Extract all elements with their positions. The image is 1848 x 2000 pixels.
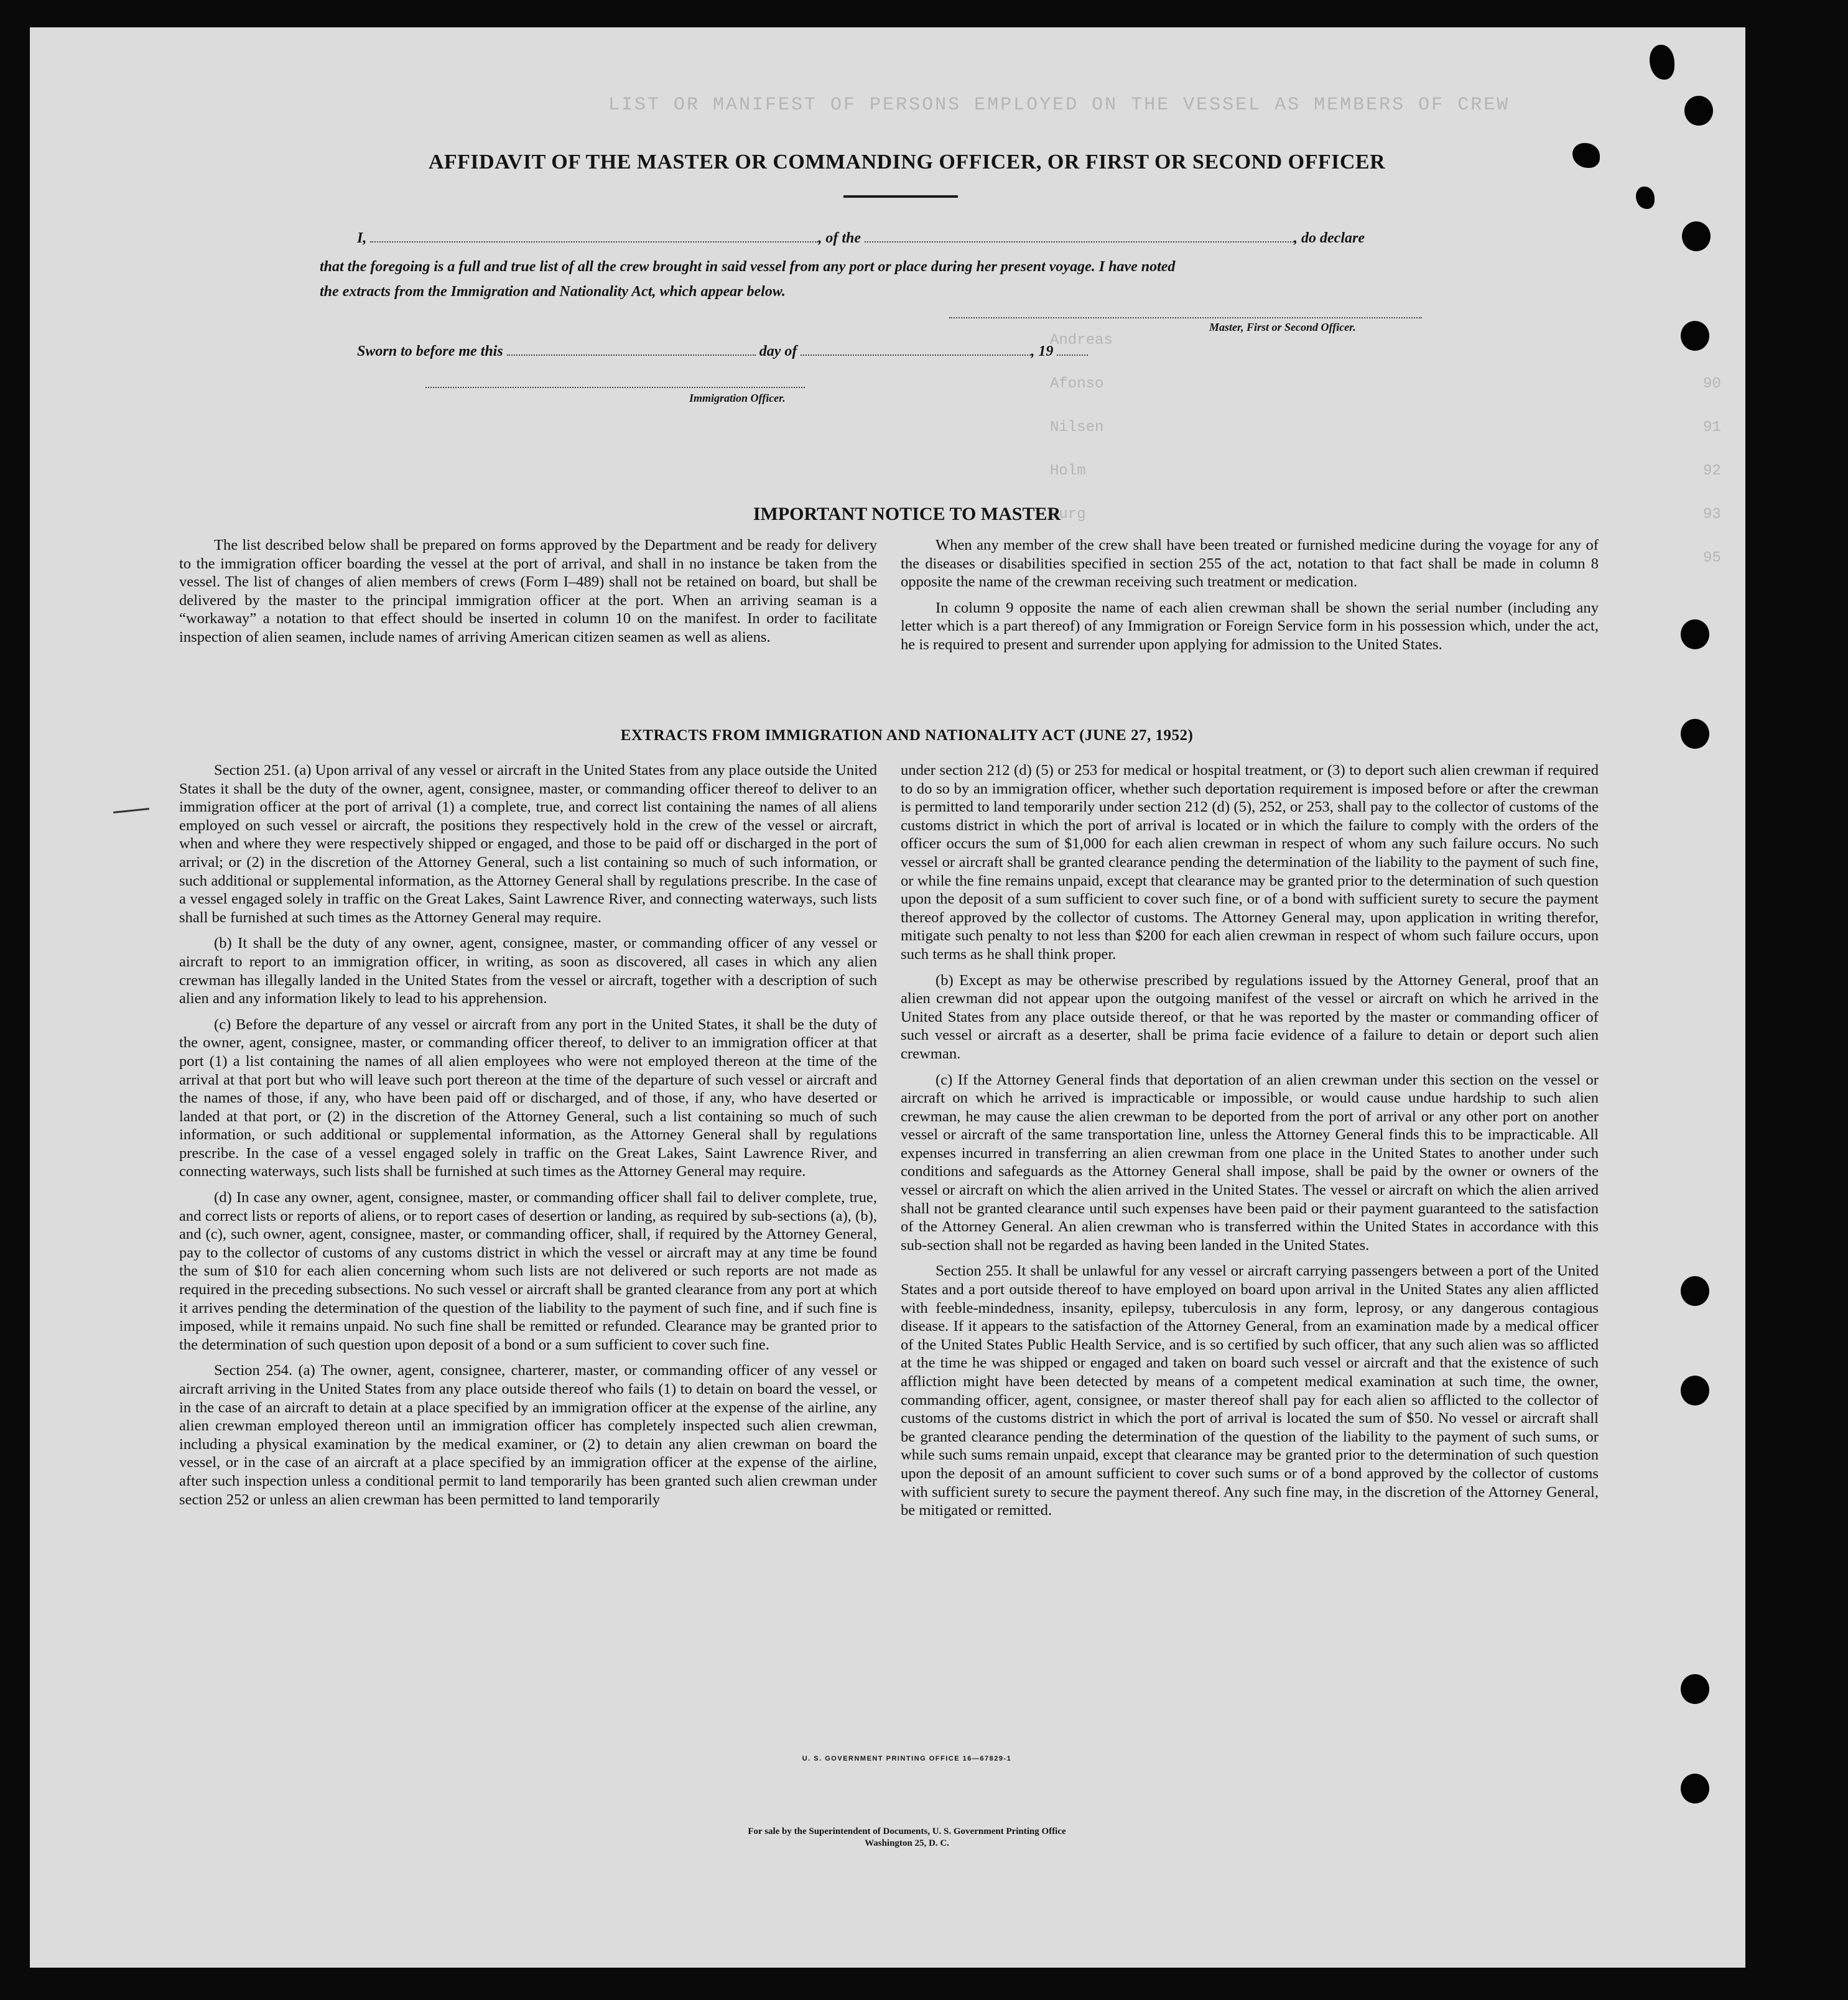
section-251-c: (c) Before the departure of any vessel or aircraft from any port in the United States, it shall be the duty of the owner, agent, consignee, master, or commanding officer thereof, to deliver to an immigration officer at that port (1) a list containing the names of all alien employees who were not employed thereon at the time of the arrival at that port but who will leave such port thereon at the time of the departure of such vessel or aircraft and the names of those, if any, who have been paid off or discharged, and of those, if any, who have deserted or landed at that port, or (2) in the discretion of the Attorney General, such a list containing so much of such information, or such additional or supplemental information, as the Attorney General shall by regulations prescribe. In the case of a vessel engaged solely in traffic on the Great Lakes, Saint Lawrence River, and connecting waterways, such lists shall be furnished at such times as the Attorney General may require. [179,1016,877,1180]
bleed-through-banner: LIST OR MANIFEST OF PERSONS EMPLOYED ON THE VESSEL AS MEMBERS OF CREW [608,95,1510,116]
sworn-day-blank[interactable] [507,345,756,356]
notice-right-column [901,536,1599,662]
master-signature-label: Master, First or Second Officer. [1209,321,1356,333]
title-rule [843,195,958,198]
sworn-year-label: , 19 [1031,343,1054,359]
sale-notice-line-2: Washington 25, D. C. [865,1838,949,1848]
punch-hole [1681,1376,1709,1405]
notice-title: IMPORTANT NOTICE TO MASTER [753,504,1061,524]
sworn-year-blank[interactable] [1057,345,1088,356]
extracts-title: EXTRACTS FROM IMMIGRATION AND NATIONALITY ACT (JUNE 27, 1952) [620,727,1194,744]
bleed-through-name: Afonso [1050,376,1104,392]
sworn-prefix: Sworn to before me this [357,343,503,359]
bleed-through-row-number: 91 [1703,419,1721,436]
punch-hole [1684,96,1713,126]
punch-hole [1681,1276,1709,1306]
affidavit-title: AFFIDAVIT OF THE MASTER OR COMMANDING OFFICER, OR FIRST OR SECOND OFFICER [428,150,1386,174]
punch-hole [1681,1674,1709,1704]
punch-hole [1682,221,1711,251]
bleed-through-row-number: 93 [1703,506,1721,523]
punch-hole [1681,719,1709,749]
extracts-left-column [179,761,877,1516]
bleed-through-row-number: 95 [1703,550,1721,567]
punch-hole [1681,1774,1709,1803]
document-sheet [30,27,1745,1968]
bleed-through-name: Burg [1050,506,1086,523]
notice-right-paragraph-2: In column 9 opposite the name of each alien crewman shall be shown the serial number (including any letter which is a part thereof) of any Immigration or Foreign Service form in his possession which, under the act, he is required to present and surrender upon applying for admission to the United States. [901,599,1599,653]
notice-left-paragraph: The list described below shall be prepared on forms approved by the Department and be ready for delivery to the immigration officer boarding the vessel at the port of arrival, and shall in no instance be taken from the vessel. The list of changes of alien members of crews (Form I–489) shall not be retained on board, but shall be delivered by the master to the principal immigration officer at the port. When an arriving seaman is a “workaway” a notation to that effect should be inserted in column 10 on the manifest. In order to facilitate inspection of alien seamen, include names of arriving American citizen seamen as well as aliens. [179,537,877,646]
declaration-line-1 [357,230,1365,247]
sworn-line [357,343,1088,360]
punch-hole [1681,619,1709,649]
notice-left-column [179,536,877,654]
name-blank[interactable] [370,231,818,243]
printer-imprint: U. S. GOVERNMENT PRINTING OFFICE 16—67829-1 [802,1755,1012,1762]
bleed-through-row-number: 92 [1703,463,1721,479]
section-254-a: Section 254. (a) The owner, agent, consignee, charterer, master, or commanding officer of any vessel or aircraft arriving in the United States from any place outside thereof who fails (1) to detain on board the vessel, or in the case of an aircraft to detain at a place specified by an immigration officer at the expense of the airline, any alien crewman employed thereon until an immigration officer has completely inspected such alien crewman, including a physical examination by the medical examiner, or (2) to detain any alien crewman on board the vessel, or in the case of an aircraft at a place specified by an immigration officer at the expense of the airline, after such inspection unless a conditional permit to land temporarily has been granted such alien crewman under section 252 or unless an alien crewman has been permitted to land temporarily [179,1362,877,1508]
bleed-through-name: Holm [1050,463,1086,479]
section-251-d: (d) In case any owner, agent, consignee, master, or commanding officer shall fail to deliver complete, true, and correct lists or reports of aliens, or to report cases of desertion or landing, as required by sub-sections (a), (b), and (c), such owner, agent, consignee, master, or commanding officer, shall, if required by the Attorney General, pay to the collector of customs of any customs district in which the vessel or aircraft may at any time be found the sum of $10 for each alien concerning whom such lists are not delivered or such reports are not made as required in the preceding subsections. No such vessel or aircraft shall be granted clearance from any port at which it arrives pending the determination of the question of the liability to the payment of such fine, and if such fine is imposed, while it remains unpaid. No such fine shall be remitted or refunded. Clearance may be granted prior to the determination of such question upon deposit of a bond or a sum sufficient to cover such fine. [179,1189,878,1353]
declaration-declare: , do declare [1294,230,1365,246]
bleed-through-row-number: 90 [1703,376,1721,392]
section-255: Section 255. It shall be unlawful for any vessel or aircraft carrying passengers between a port of the United States and a port outside thereof to have employed on board upon arrival in the United States any alien afflicted with feeble-mindedness, insanity, epilepsy, tuberculosis in any form, leprosy, or any dangerous contagious disease. If it appears to the satisfaction of the Attorney General, from an examination made by a medical officer of the United States Public Health Service, and is so certified by such officer, that any such alien was so afflicted at the time he was shipped or engaged and taken on board such vessel or aircraft and that the existence of such affliction might have been detected by means of a competent medical examination at such time, the owner, commanding officer, agent, consignee, or master thereof shall pay for each alien so afflicted to the collector of customs of the customs district in which the port of arrival is located the sum of $50. No vessel or aircraft shall be granted clearance pending the determination of the question of the liability to the payment of such sums, or while such sums remain unpaid, except that clearance may be granted prior to the determination of such question upon the deposit of an amount sufficient to cover such sums or of a bond approved by the collector of customs with sufficient surety to secure the payment thereof. Any such fine may, in the discretion of the Attorney General, be mitigated or remitted. [901,1262,1599,1519]
section-251-a: Section 251. (a) Upon arrival of any vessel or aircraft in the United States from any place outside the United States it shall be the duty of the owner, agent, consignee, master, or commanding officer thereof to deliver to an immigration officer at the port of arrival (1) a complete, true, and correct list containing the names of all aliens employed on such vessel or aircraft, the positions they respectively hold in the crew of the vessel or aircraft, when and where they were respectively shipped or engaged, and those to be paid off or discharged in the port of arrival; or (2) in the discretion of the Attorney General, such a list containing so much of such information, or such additional or supplemental information, as the Attorney General shall by regulations prescribe. In the case of a vessel engaged solely in traffic on the Great Lakes, Saint Lawrence River, and connecting waterways, such lists shall be furnished at such times as the Attorney General may require. [179,762,877,926]
declaration-of-the: , of the [818,230,861,246]
sale-notice-line-1: For sale by the Superintendent of Documents, U. S. Government Printing Office [748,1826,1066,1836]
master-signature-line[interactable] [949,317,1422,318]
section-254-b: (b) Except as may be otherwise prescribed by regulations issued by the Attorney General, proof that an alien crewman did not appear upon the outgoing manifest of the vessel or aircraft on which he arrived in the United States from any place outside thereof, or that he was reported by the master or commanding officer of such vessel or aircraft as a deserter, shall be prima facie evidence of a failure to detain or deport such alien crewman. [901,971,1599,1062]
notice-right-paragraph-1: When any member of the crew shall have been treated or furnished medicine during the voyage for any of the diseases or disabilities specified in section 255 of the act, notation to that fact shall be made in column 8 opposite the name of the crewman receiving such treatment or medication. [901,537,1599,591]
sworn-month-blank[interactable] [801,345,1031,356]
declaration-line-2: that the foregoing is a full and true list of all the crew brought in said vessel from any port or place during her present voyage. I have noted [320,259,1176,275]
immigration-officer-signature-line[interactable] [425,387,805,388]
vessel-blank[interactable] [865,231,1294,243]
bleed-through-name: Nilsen [1050,419,1104,436]
section-251-b: (b) It shall be the duty of any owner, agent, consignee, master, or commanding officer of any vessel or aircraft to report to an immigration officer, in writing, as soon as discovered, all cases in which any alien crewman has illegally landed in the United States from the vessel or aircraft, together with a description of such alien and any information likely to lead to his apprehension. [179,935,877,1007]
declaration-i: I, [357,230,367,246]
immigration-officer-label: Immigration Officer. [689,392,786,404]
bleed-through-name: Andreas [1050,332,1113,349]
punch-hole [1681,321,1709,351]
stray-pen-mark [113,808,149,813]
section-254-c: (c) If the Attorney General finds that deportation of an alien crewman under this section on the vessel or aircraft on which he arrived is impracticable or impossible, or would cause undue hardship to such alien crewman, he may cause the alien crewman to be deported from the port of arrival or any other port on another vessel or aircraft of the same transportation line, unless the Attorney General finds this to be impracticable. All expenses incurred in transferring an alien crewman from one place in the United States to another under such conditions and safeguards as the Attorney General shall impose, shall be paid by the owner or owners of the vessel or aircraft on which the alien arrived in the United States. The vessel or aircraft on which the alien arrived shall not be granted clearance until such expenses have been paid or their payment guaranteed to the satisfaction of the Attorney General. An alien crewman who is transferred within the United States in accordance with this sub-section shall not be regarded as having been landed in the United States. [901,1071,1599,1254]
sale-notice [30,1826,1784,1850]
declaration-line-3: the extracts from the Immigration and Nationality Act, which appear below. [320,284,786,300]
extracts-right-column [901,761,1599,1527]
sworn-day-label: day of [759,343,797,359]
section-254-a-continued: under section 212 (d) (5) or 253 for medical or hospital treatment, or (3) to deport such alien crewman if required to do so by an immigration officer, whether such deportation requirement is imposed before or after the crewman is permitted to land temporarily under section 212 (d) (5), 252, or 253, shall pay to the collector of customs of the customs district in which the port of arrival is located or in which the failure to comply with the orders of the officer occurs the sum of $1,000 for each alien crewman in respect of whom any such failure occurs. No such vessel or aircraft shall be granted clearance pending the determination of the liability to the payment of such fine, or while the fine remains unpaid, except that clearance may be granted prior to the determination of such question upon the deposit of a sum sufficient to cover such fine, or of a bond with sufficient surety to secure the payment thereof approved by the collector of customs. The Attorney General may, upon application in writing therefor, mitigate such penalty to not less than $200 for each alien crewman in respect of whom such failure occurs, upon such terms as he shall think proper. [901,762,1599,963]
